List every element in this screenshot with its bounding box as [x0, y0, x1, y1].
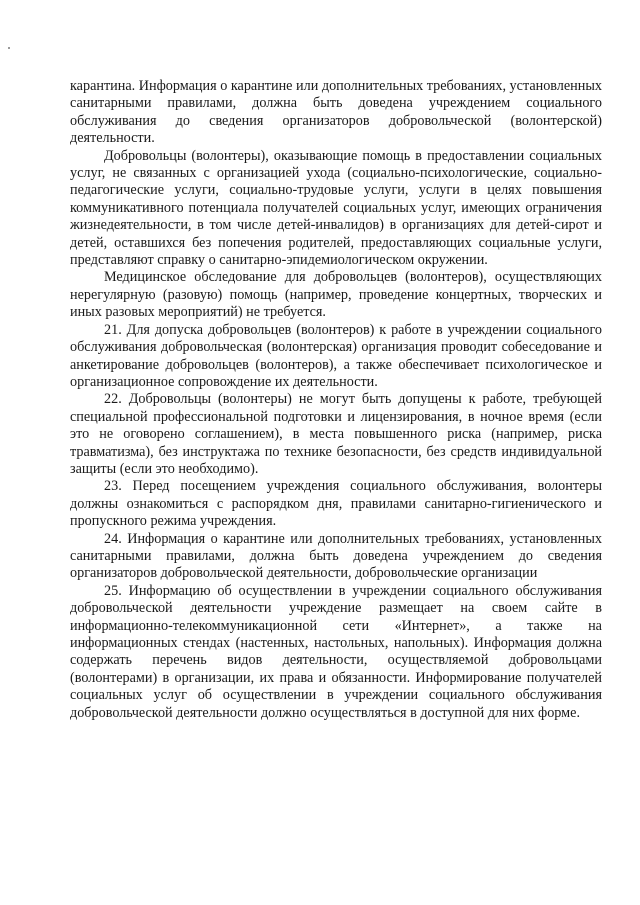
paragraph-item-21: 21. Для допуска добровольцев (волонтеров) к работе в учреждении социального обслуживания добровольческая (волонтерская) организация проводит собеседование и анкетирование добровольцев (волонтеров), а также обеспечивает психологическое и организационное сопровождение их деятельности.	[70, 321, 602, 390]
document-body	[70, 78, 602, 722]
paragraph-quarantine-continuation: карантина. Информация о карантине или дополнительных требованиях, установленных санитарными правилами, должна быть доведена учреждением социального обслуживания до сведения организаторов добровольческой (волонтерской) деятельности.	[70, 78, 602, 147]
paragraph-item-24: 24. Информация о карантине или дополнительных требованиях, установленных санитарными правилами, должна быть доведена учреждением до сведения организаторов добровольческой деятельности, добровольческие организации	[70, 530, 602, 582]
paragraph-volunteers-certificate: Добровольцы (волонтеры), оказывающие помощь в предоставлении социальных услуг, не связанных с организацией ухода (социально-психологические, социально-педагогические услуги, социально-трудовые услуги, услуги в целях повышения коммуникативного потенциала получателей социальных услуг, имеющих ограничения жизнедеятельности, в том числе детей-инвалидов) в организациях для детей-сирот и детей, оставшихся без попечения родителей, предоставляющих социальные услуги, представляют справку о санитарно-эпидемиологическом окружении.	[70, 147, 602, 269]
paragraph-item-22: 22. Добровольцы (волонтеры) не могут быть допущены к работе, требующей специальной профессиональной подготовки и лицензирования, в ночное время (если это не оговорено соглашением), в места повышенного риска (например, риска травматизма), без инструктажа по технике безопасности, без средств индивидуальной защиты (если это необходимо).	[70, 391, 602, 477]
paragraph-item-25: 25. Информацию об осуществлении в учреждении социального обслуживания добровольческой деятельности учреждение размещает на своем сайте в информационно-телекоммуникационной сети «Интернет», а также на информационных стендах (настенных, настольных, напольных). Информация должна содержать перечень видов деятельности, осуществляемой добровольцами (волонтерами) в организации, их права и обязанности. Информирование получателей социальных услуг об осуществлении в учреждении социального обслуживания добровольческой деятельности должно осуществляться в доступной для них форме.	[70, 582, 602, 721]
paragraph-item-23: 23. Перед посещением учреждения социального обслуживания, волонтеры должны ознакомиться с распорядком дня, правилами санитарно-гигиенического и пропускного режима учреждения.	[70, 478, 602, 530]
scan-speck	[8, 47, 10, 49]
paragraph-medical-exam: Медицинское обследование для добровольцев (волонтеров), осуществляющих нерегулярную (разовую) помощь (например, проведение концертных, творческих и иных разовых мероприятий) не требуется.	[70, 269, 602, 321]
